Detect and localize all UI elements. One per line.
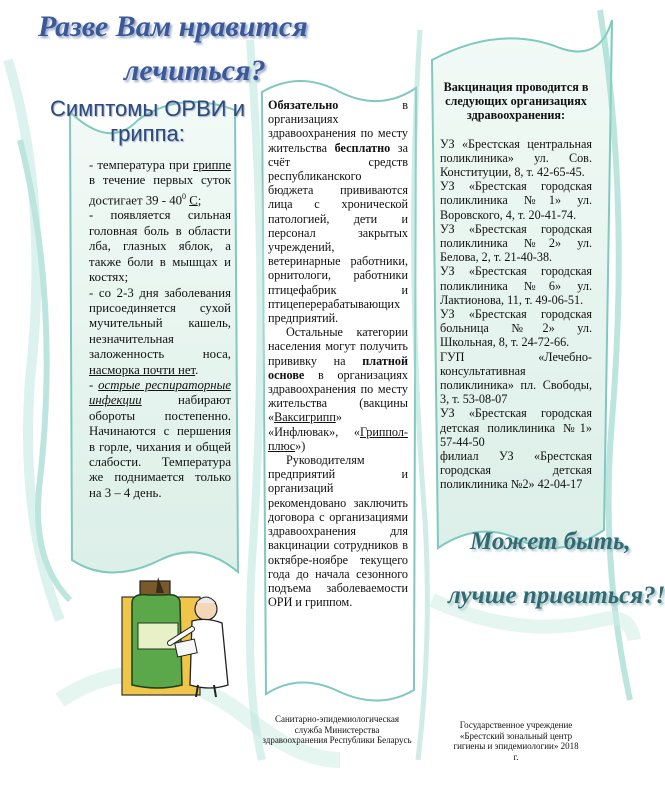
paid-paragraph: Остальные категории населения могут получить прививку на платной основе в организациях здравоохранения по месту жительства (вакцины «Ваксигрипп» «Инфлювак», «Гриппол-плюс») [268, 325, 408, 453]
clinic-item: УЗ «Брестская центральная поликлиника» ул. Сов. Конституции, 8, т. 42-65-45. [440, 136, 592, 180]
symptom-headache: - появляется сильная головная боль в области лба, глазных яблок, а также боли в мышцах и костях; [89, 208, 231, 285]
link-nasmork[interactable]: насморка почти нет [89, 362, 196, 377]
cta-line2: лучше привиться?! [448, 582, 665, 609]
employers-paragraph: Руководителям предприятий и организаций рекомендовано заключить договора с организациями здравоохранения для вакцинации сотрудников в октябре-ноябре текущего года до начала сезонного подъема заболеваемости ОРИ и гриппом. [268, 453, 408, 610]
clinics-heading: Вакцинация проводится в следующих организациях здравоохранения: [443, 80, 589, 123]
symptom-ori: - острые респираторные инфекции набирают обороты постепенно. Начинаются с першения в горле, чихания и общей слабости. Температура же поднимается только на 3 – 4 день. [89, 377, 231, 500]
clinic-item: филиал УЗ «Брестская городская детская поликлиника №2» 42-04-17 [440, 449, 592, 492]
symptoms-heading: Симптомы ОРВИ и гриппа: [49, 96, 245, 146]
link-vaxigrip[interactable]: Ваксигрипп [274, 410, 336, 425]
symptom-temperature: - температура при гриппе в течение первых суток достигает $39 - 40^0$ С; [89, 158, 231, 208]
clinic-item: УЗ «Брестская городская поликлиника №6» ул. Лактионова, 11, т. 49-06-51. [440, 264, 592, 307]
link-grippol[interactable]: Гриппол-плюс [268, 424, 408, 453]
doctor-medicine-illustration [118, 573, 240, 701]
link-ori[interactable]: острые респираторные инфекции [89, 377, 231, 408]
clinic-item: УЗ «Брестская городская больница №2» ул. Школьная, 8, т. 24-72-66. [440, 307, 592, 350]
clinics-column [440, 80, 592, 492]
symptom-cough: - со 2-3 дня заболевания присоединяется сухой мучительный кашель, незначительная заложенность носа, насморка почти нет. [89, 285, 231, 377]
clinic-item: ГУП «Лечебно-консультативная поликлиника» пл. Свободы, 3, т. 53-08-07 [440, 349, 592, 407]
vaccination-info-column [268, 98, 408, 609]
clinic-item: УЗ «Брестская городская детская поликлиника №1» 57-44-50 [440, 406, 592, 449]
main-title-line1: Разве Вам нравится [38, 10, 308, 43]
footer-right: Государственное учреждение «Брестский зональный центр гигиены и эпидемиологии» 2018 г. [453, 720, 579, 762]
clinic-item: УЗ «Брестская городская поликлиника №2» ул. Белова, 2, т. 21-40-38. [440, 221, 592, 265]
clinic-item: УЗ «Брестская городская поликлиника №1» ул. Воровского, 4, т. 20-41-74. [440, 179, 592, 222]
main-title-line2: лечиться? [124, 54, 266, 87]
link-gripp[interactable]: гриппе [193, 158, 231, 172]
cta-line1: Может быть, [470, 528, 631, 555]
mandatory-paragraph: Обязательно в организациях здравоохранения по месту жительства бесплатно за счёт средств республиканского бюджета прививаются лица с хронической патологией, дети и персонал закрытых учреждений, ветеринарные работники, орнитологи, работники птицефабрик и птицеперерабатывающих предприятий. [268, 98, 408, 326]
symptoms-column [89, 158, 231, 501]
footer-left: Санитарно-эпидемиологическая служба Министерства здравоохранения Республики Беларусь [262, 714, 412, 745]
